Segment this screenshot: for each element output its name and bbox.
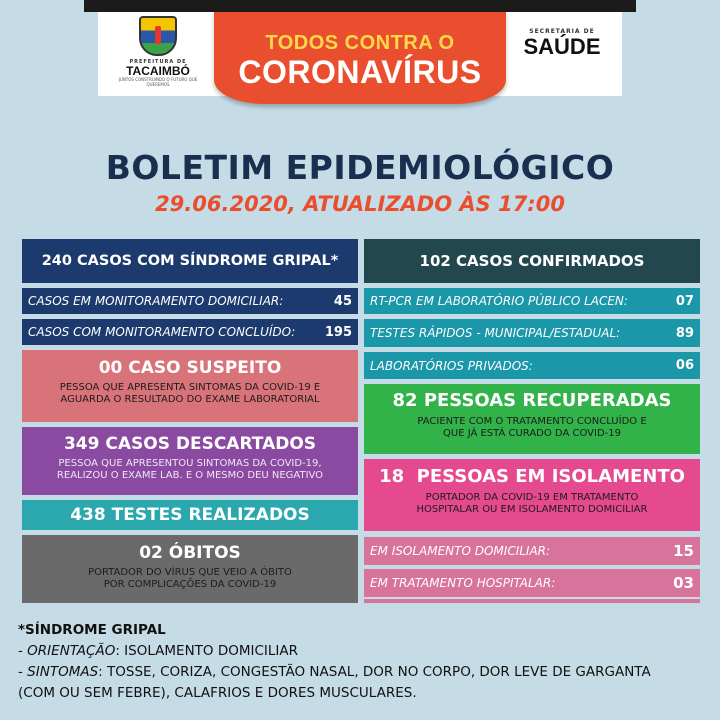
campaign-banner <box>214 12 506 104</box>
casos-descartados-title: 349 CASOS DESCARTADOS <box>63 434 317 454</box>
pessoas-isolamento-desc2: HOSPITALAR OU EM ISOLAMENTO DOMICILIAR <box>416 504 648 515</box>
pessoas-recuperadas-title: 82 PESSOAS RECUPERADAS <box>392 390 672 411</box>
sintomas-text: : TOSSE, CORIZA, CONGESTÃO NASAL, DOR NO CORPO, DOR LEVE DE GARGANTA <box>98 664 651 680</box>
monitoramento-domiciliar-label: CASOS EM MONITORAMENTO DOMICILIAR: <box>28 294 284 308</box>
monitoramento-domiciliar-value: 45 <box>333 293 352 309</box>
page-title: BOLETIM EPIDEMIOLÓGICO <box>105 148 615 187</box>
footnote <box>18 620 708 704</box>
rtpcr-value: 07 <box>675 293 694 309</box>
laboratorios-privados-label: LABORATÓRIOS PRIVADOS: <box>370 358 533 373</box>
secretaria-small-text: SECRETARIA DE <box>529 28 595 35</box>
sindrome-gripal-header: 240 CASOS COM SÍNDROME GRIPAL* <box>22 239 358 283</box>
caso-suspeito-desc2: AGUARDA O RESULTADO DO EXAME LABORATORIAL <box>60 394 320 405</box>
pessoas-recuperadas-desc2: QUE JÁ ESTÁ CURADO DA COVID-19 <box>443 428 621 439</box>
orientacao-label: ORIENTAÇÃO <box>27 643 116 659</box>
obitos-desc2: POR COMPLICAÇÕES DA COVID-19 <box>103 579 277 590</box>
laboratorios-privados-row <box>364 352 700 379</box>
page-subtitle: 29.06.2020, ATUALIZADO ÀS 17:00 <box>155 192 565 216</box>
footnote-title: *SÍNDROME GRIPAL <box>18 622 166 638</box>
logo-small-text: PREFEITURA DE <box>129 59 187 65</box>
pessoas-isolamento-card <box>364 459 700 531</box>
orientacao-text: : ISOLAMENTO DOMICILIAR <box>115 643 299 659</box>
logo-slogan: JUNTOS CONSTRUINDO O FUTURO QUE QUEREMOS <box>118 77 198 87</box>
isolamento-domiciliar-label: EM ISOLAMENTO DOMICILIAR: <box>370 544 551 558</box>
testes-realizados-bar: 438 TESTES REALIZADOS <box>22 500 358 530</box>
obitos-title: 02 ÓBITOS <box>139 543 241 563</box>
isolamento-domiciliar-value: 15 <box>673 542 694 560</box>
rtpcr-label: RT-PCR EM LABORATÓRIO PÚBLICO LACEN: <box>370 294 628 308</box>
isolamento-domiciliar-row <box>364 537 700 565</box>
tratamento-hospitalar-row <box>364 569 700 597</box>
secretaria-logo <box>512 28 612 68</box>
crest-icon <box>139 16 177 56</box>
tratamento-hospitalar-value: 03 <box>673 574 694 592</box>
top-dark-bar <box>84 0 636 12</box>
obitos-desc1: PORTADOR DO VÍRUS QUE VEIO A ÓBITO <box>88 567 292 578</box>
testes-rapidos-value: 89 <box>675 325 694 341</box>
testes-rapidos-row <box>364 319 700 347</box>
testes-rapidos-label: TESTES RÁPIDOS - MUNICIPAL/ESTADUAL: <box>370 326 621 340</box>
prefeitura-logo <box>108 16 208 92</box>
footnote-orientacao: - ORIENTAÇÃO: ISOLAMENTO DOMICILIAR <box>18 643 299 659</box>
monitoramento-concluido-row <box>22 319 358 345</box>
sintomas-label: SINTOMAS <box>27 664 99 680</box>
monitoramento-domiciliar-row <box>22 288 358 314</box>
obitos-card <box>22 535 358 603</box>
casos-descartados-card <box>22 427 358 495</box>
casos-descartados-desc1: PESSOA QUE APRESENTOU SINTOMAS DA COVID-19, <box>58 458 322 469</box>
pessoas-recuperadas-desc1: PACIENTE COM O TRATAMENTO CONCLUÍDO E <box>417 416 647 427</box>
footnote-sintomas-cont: (COM OU SEM FEBRE), CALAFRIOS E DORES MUSCULARES. <box>18 685 417 701</box>
tratamento-hospitalar-label: EM TRATAMENTO HOSPITALAR: <box>370 576 556 590</box>
caso-suspeito-desc1: PESSOA QUE APRESENTA SINTOMAS DA COVID-19 E <box>59 382 321 393</box>
pessoas-recuperadas-card <box>364 384 700 454</box>
caso-suspeito-title: 00 CASO SUSPEITO <box>98 358 282 378</box>
rtpcr-row <box>364 288 700 314</box>
secretaria-big-text: SAÚDE <box>523 34 601 59</box>
monitoramento-concluido-value: 195 <box>324 324 352 340</box>
caso-suspeito-card <box>22 350 358 422</box>
tratamento-hospitalar-underline <box>364 599 700 603</box>
casos-descartados-desc2: REALIZOU O EXAME LAB. E O MESMO DEU NEGATIVO <box>56 470 324 481</box>
laboratorios-privados-value: 06 <box>675 358 694 373</box>
banner-line1: TODOS CONTRA O <box>265 32 455 54</box>
footnote-sintomas: - SINTOMAS: TOSSE, CORIZA, CONGESTÃO NASAL, DOR NO CORPO, DOR LEVE DE GARGANTA <box>18 664 651 680</box>
casos-confirmados-header: 102 CASOS CONFIRMADOS <box>364 239 700 283</box>
logo-city-name: TACAIMBÓ <box>126 64 190 78</box>
monitoramento-concluido-label: CASOS COM MONITORAMENTO CONCLUÍDO: <box>28 325 296 339</box>
pessoas-isolamento-desc1: PORTADOR DA COVID-19 EM TRATAMENTO <box>425 492 639 503</box>
pessoas-isolamento-title: 18 PESSOAS EM ISOLAMENTO <box>379 466 685 487</box>
banner-line2: CORONAVÍRUS <box>238 54 482 90</box>
